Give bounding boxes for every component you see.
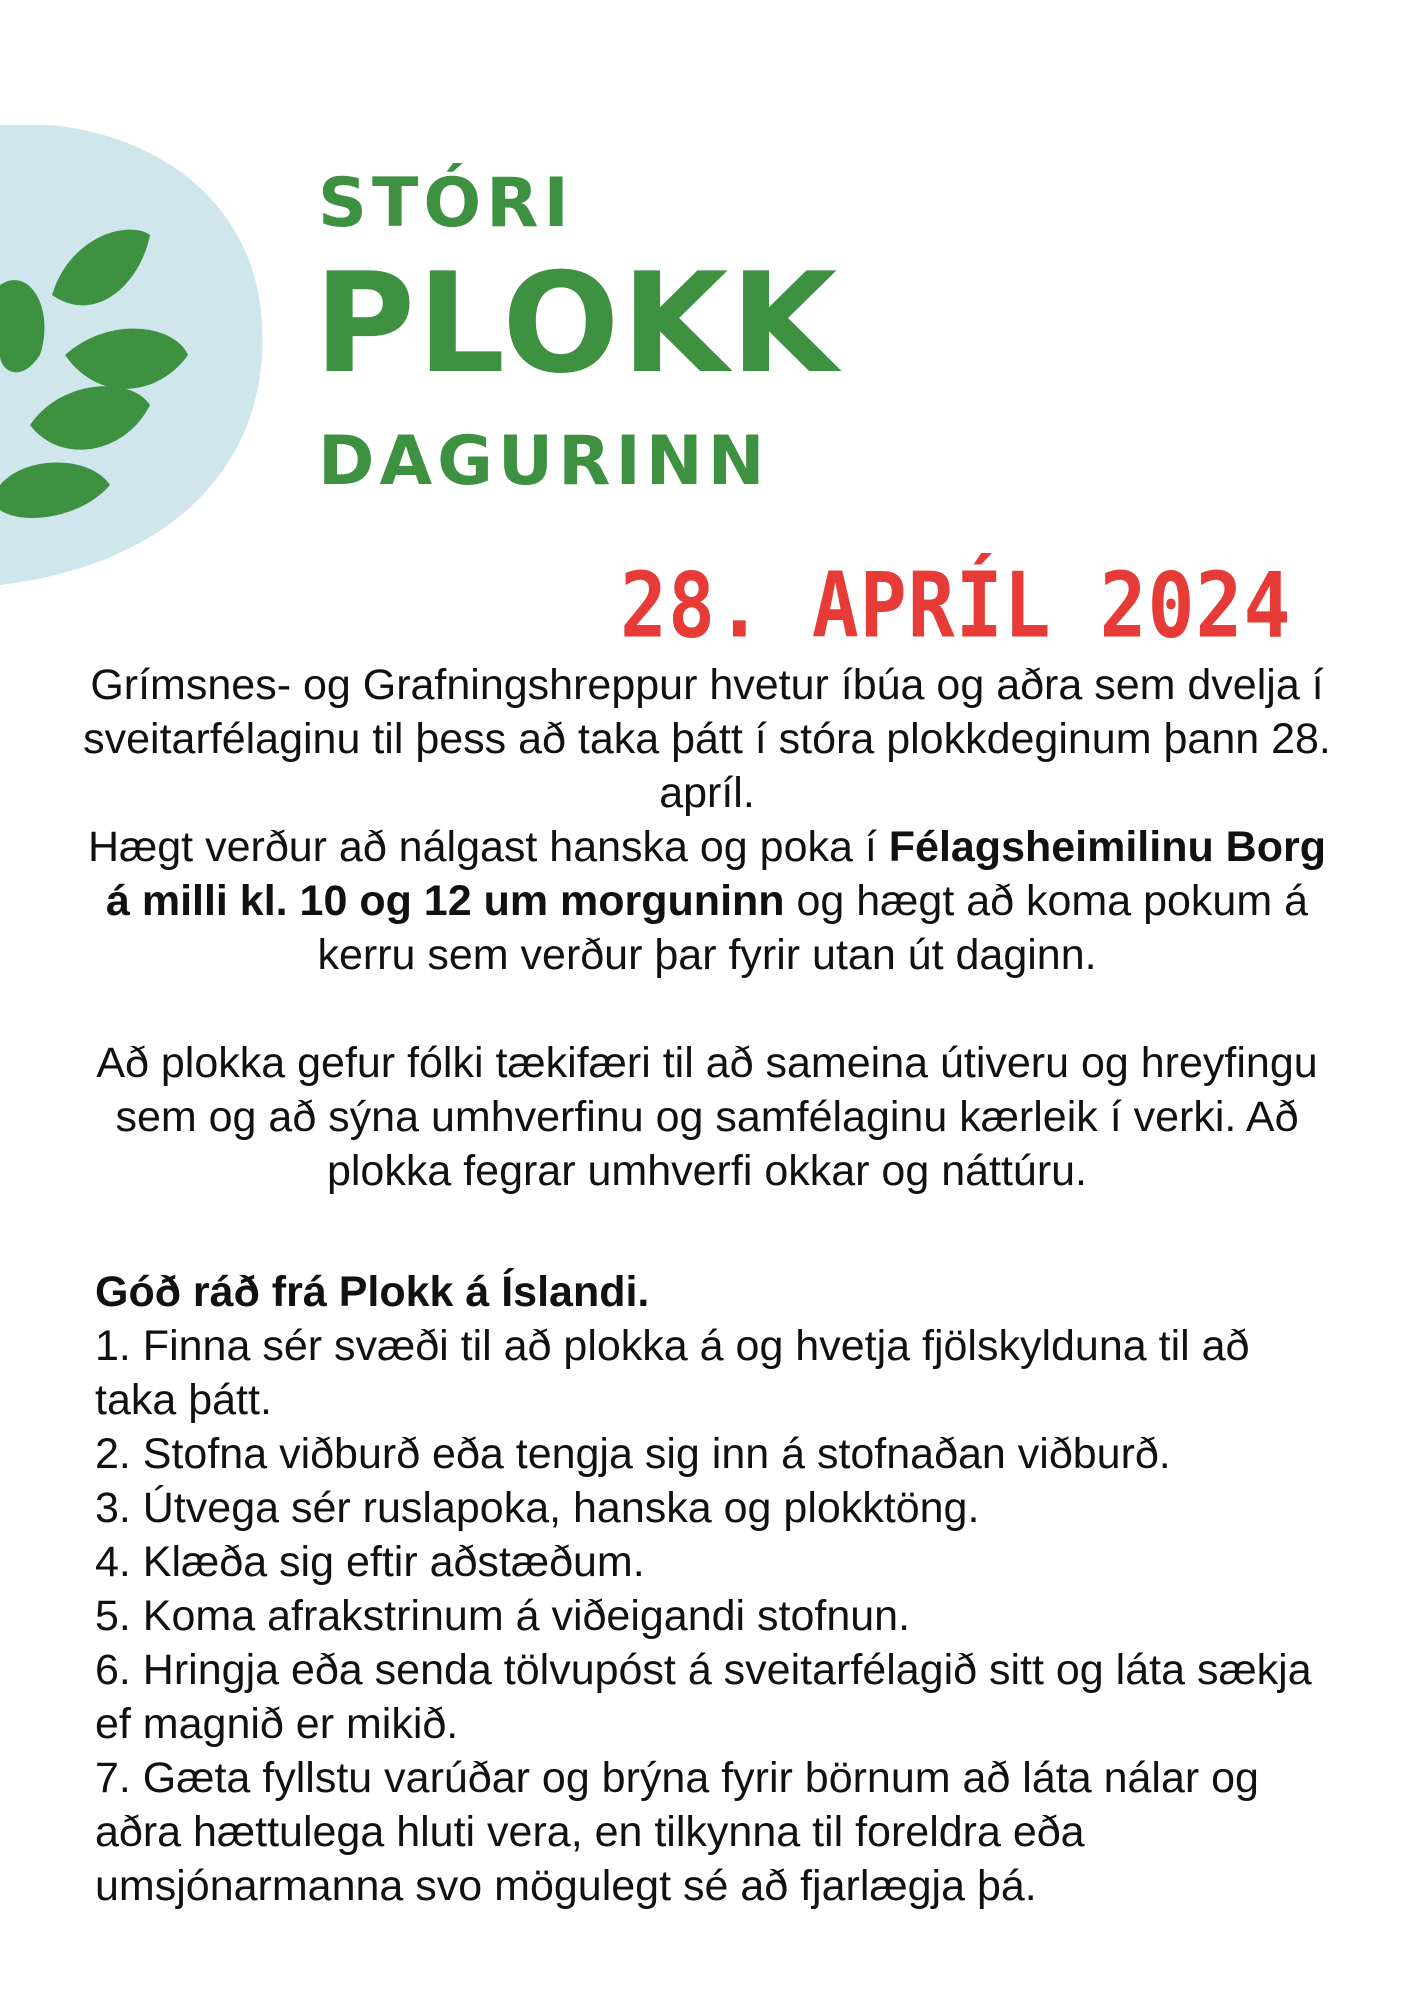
tip-item-3: 3. Útvega sér ruslapoka, hanska og plokktöng. (95, 1484, 980, 1532)
tip-item-4: 4. Klæða sig eftir aðstæðum. (95, 1538, 645, 1586)
tip-item-2: 2. Stofna viðburð eða tengja sig inn á stofnaðan viðburð. (95, 1430, 1171, 1478)
intro-part3: Að plokka gefur fólki tækifæri til að sameina útiveru og hreyfingu sem og að sýna umhverfinu og samfélaginu kærleik í verki. Að plokka fegrar umhverfi okkar og náttúru. (96, 1039, 1318, 1195)
event-date: 28. APRÍL 2024 (620, 555, 1292, 659)
tips-list (95, 1319, 1335, 1913)
tips-heading: Góð ráð frá Plokk á Íslandi. (95, 1268, 650, 1316)
intro-text (80, 658, 1334, 1198)
tip-item-5: 5. Koma afrakstrinum á viðeigandi stofnun. (95, 1592, 911, 1640)
title-main: PLOKK (314, 243, 840, 404)
tip-item-6: 6. Hringja eða senda tölvupóst á sveitarfélagið sitt og láta sækja ef magnið er mikið. (95, 1646, 1312, 1748)
intro-part2-end: og hægt að koma pokum á kerru sem verður þar fyrir utan út daginn. (317, 877, 1309, 979)
tip-item-7: 7. Gæta fyllstu varúðar og brýna fyrir börnum að láta nálar og aðra hættulega hluti vera, en tilkynna til foreldra eða umsjónarmanna svo mögulegt sé að fjarlægja þá. (95, 1754, 1259, 1910)
tips-section (95, 1265, 1335, 1913)
intro-location: Félagsheimilinu Borg á milli kl. 10 og 12 um morguninn (105, 823, 1326, 925)
intro-part2-start: Hægt verður að nálgast hanska og poka í (87, 823, 889, 871)
title-top: STÓRI (318, 164, 574, 243)
tip-item-1: 1. Finna sér svæði til að plokka á og hvetja fjölskylduna til að taka þátt. (95, 1322, 1250, 1424)
title-bottom: DAGURINN (318, 422, 770, 501)
leaf-logo (0, 125, 280, 595)
intro-part1: Grímsnes- og Grafningshreppur hvetur íbúa og aðra sem dvelja í sveitarfélaginu til þess að taka þátt í stóra plokkdeginum þann 28. apríl. (83, 661, 1331, 817)
